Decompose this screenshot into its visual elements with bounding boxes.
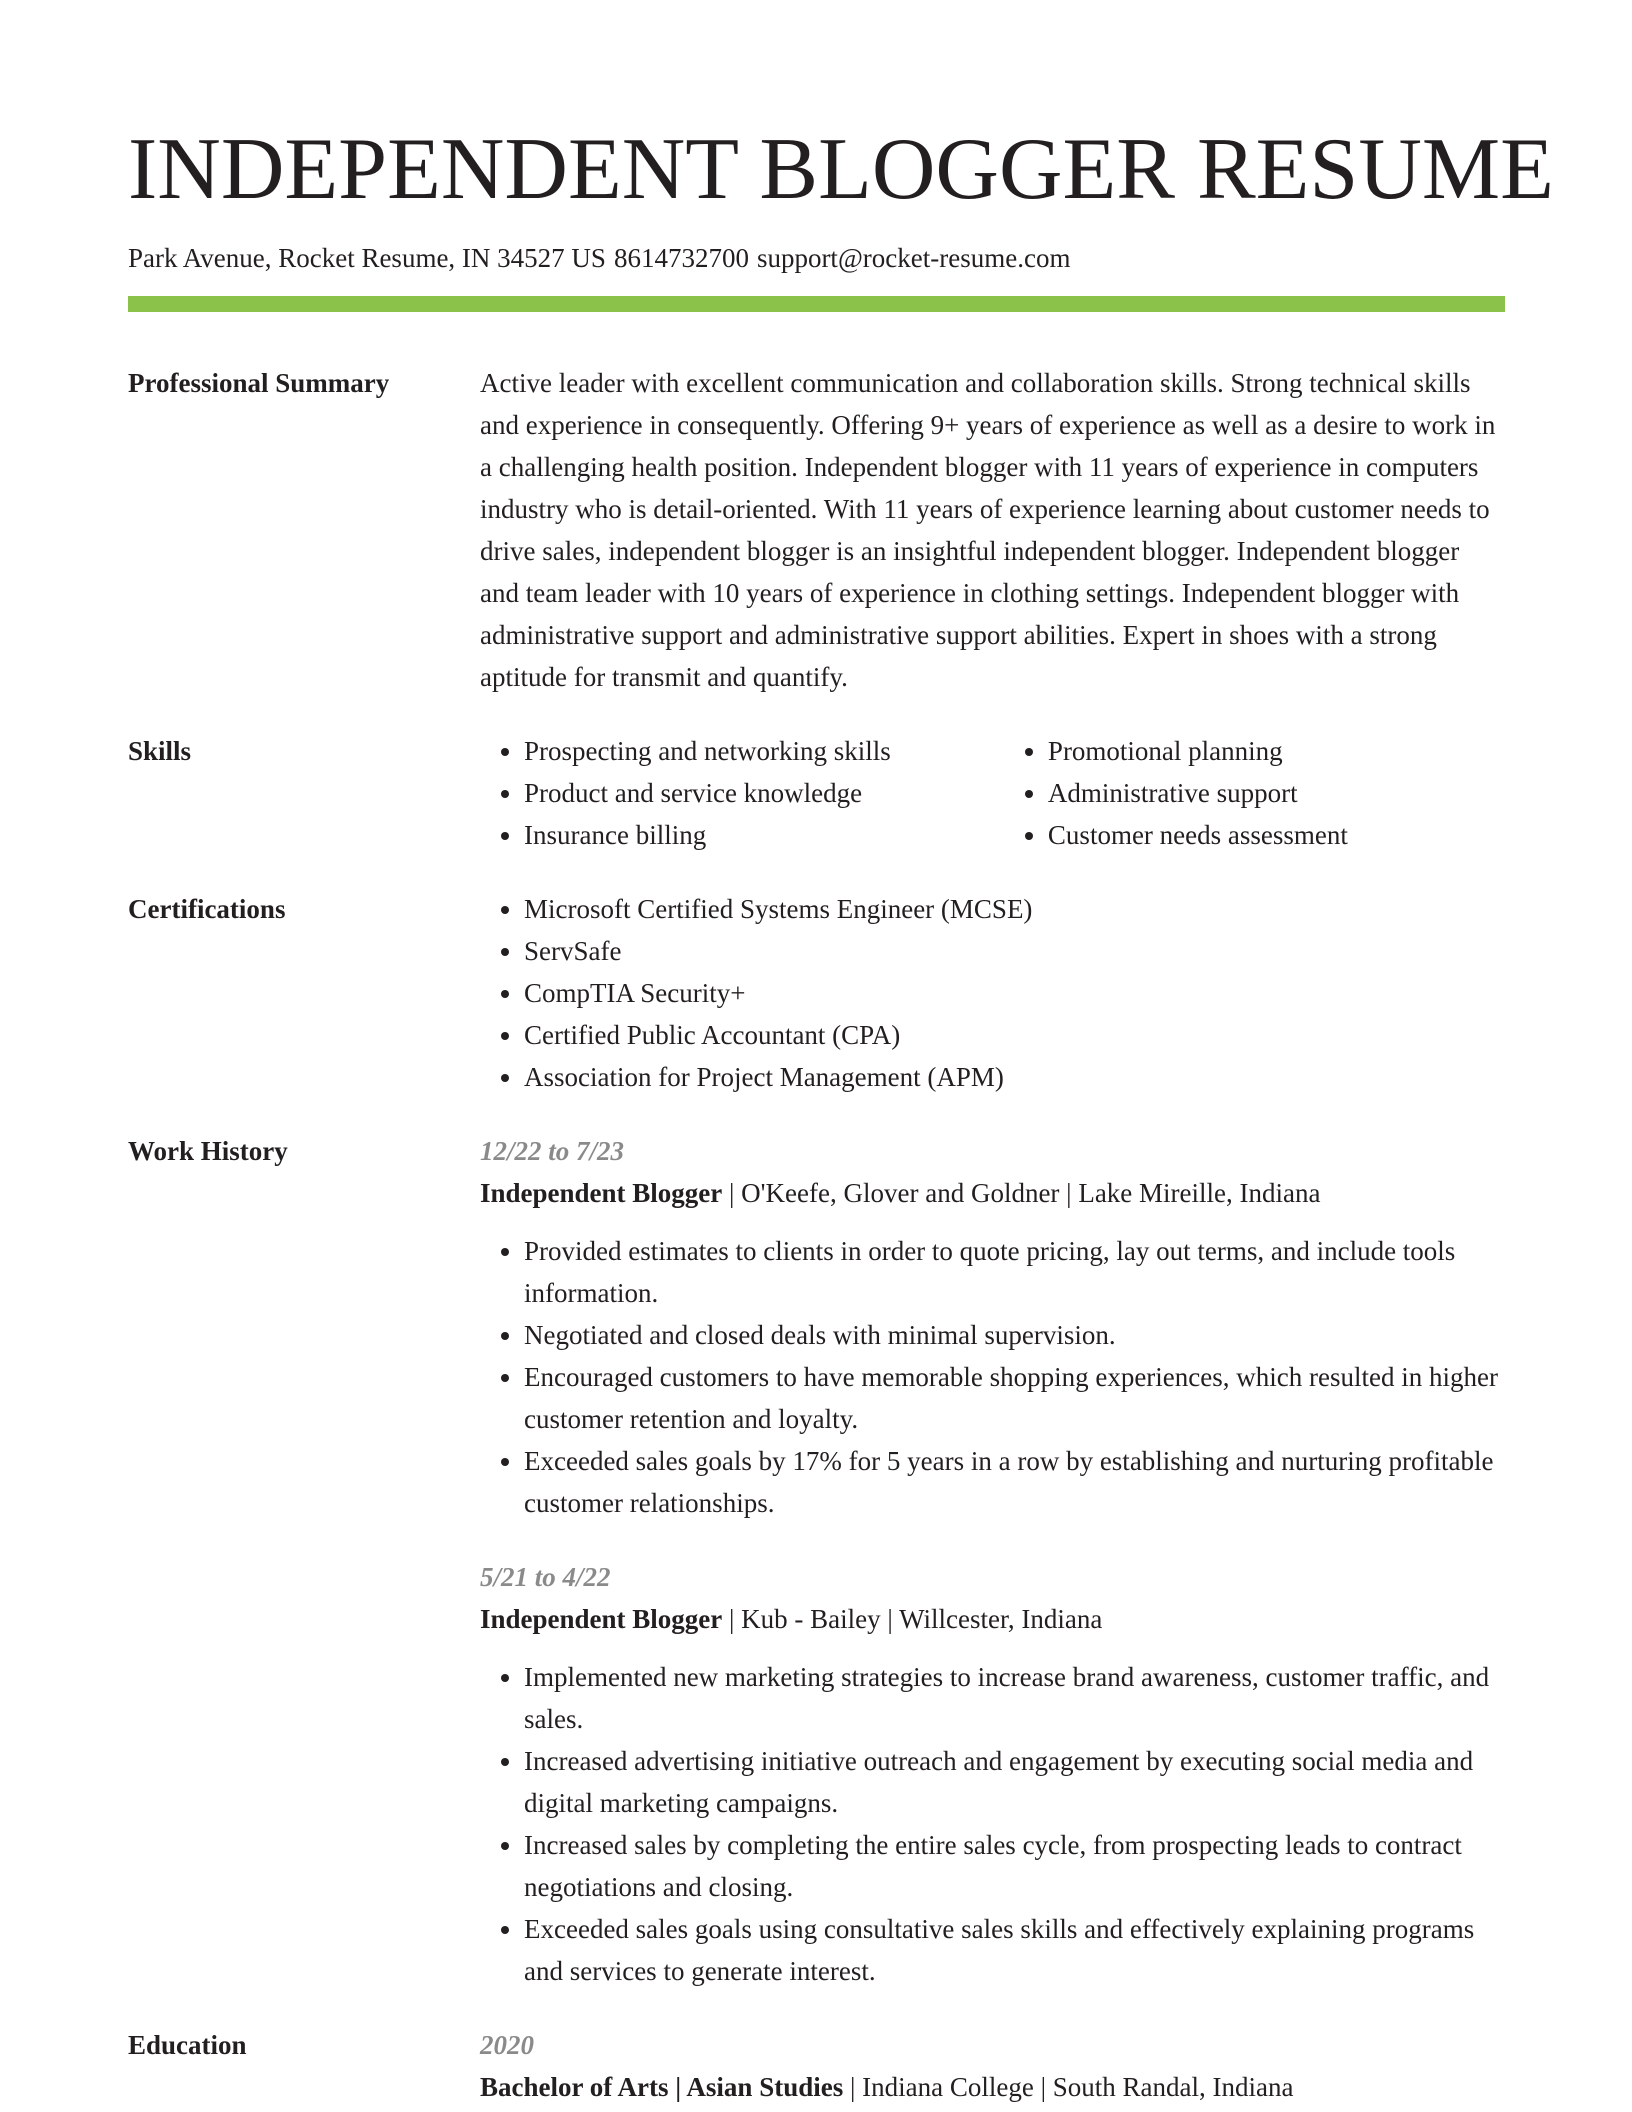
skills-column-right bbox=[1004, 730, 1505, 856]
skills-list bbox=[480, 730, 1505, 856]
summary-text: Active leader with excellent communication and collaboration skills. Strong technical skills and experience in consequently. Offering 9+ years of experience as well as a desire to work in a challenging health position. Independent blogger with 11 years of experience in computers industry who is detail-oriented. With 11 years of experience learning about customer needs to drive sales, independent blogger is an insightful independent blogger. Independent blogger and team leader with 10 years of experience in clothing settings. Independent blogger with administrative support and administrative support abilities. Expert in shoes with a strong aptitude for transmit and quantify. bbox=[480, 368, 1496, 692]
job-bullets bbox=[480, 1230, 1504, 1524]
phone: 8614732700 bbox=[613, 243, 749, 273]
education-school-location: | Indiana College | South Randal, Indiana bbox=[843, 2072, 1294, 2102]
job-bullet: • Exceeded sales goals using consultative sales skills and effectively explaining programs and services to generate interest. bbox=[524, 1908, 1504, 1992]
skill-item: • Administrative support bbox=[1048, 772, 1505, 814]
job-role: Independent Blogger bbox=[480, 1178, 723, 1208]
job-bullet: • Increased advertising initiative outreach and engagement by executing social media and digital marketing campaigns. bbox=[524, 1740, 1504, 1824]
job-entry bbox=[480, 1556, 1504, 1992]
work-history-heading: Work History bbox=[128, 1136, 288, 1166]
job-bullets bbox=[480, 1656, 1504, 1992]
job-bullet: • Exceeded sales goals by 17% for 5 years in a row by establishing and nurturing profitable customer relationships. bbox=[524, 1440, 1504, 1524]
education-heading: Education bbox=[128, 2030, 247, 2060]
certification-item: • CompTIA Security+ bbox=[524, 972, 1504, 1014]
education-degree-line bbox=[480, 2066, 1504, 2108]
certification-item: • Microsoft Certified Systems Engineer (MCSE) bbox=[524, 888, 1504, 930]
job-title-line bbox=[480, 1172, 1504, 1214]
job-dates: 5/21 to 4/22 bbox=[480, 1562, 611, 1592]
summary-section bbox=[128, 362, 1504, 698]
job-title-line bbox=[480, 1598, 1504, 1640]
job-role: Independent Blogger bbox=[480, 1604, 723, 1634]
skills-heading: Skills bbox=[128, 736, 192, 766]
certifications-section bbox=[128, 888, 1504, 1098]
skill-item: • Prospecting and networking skills bbox=[524, 730, 1004, 772]
work-history-body bbox=[480, 1130, 1504, 1992]
certification-item: • Certified Public Accountant (CPA) bbox=[524, 1014, 1504, 1056]
certifications-list bbox=[480, 888, 1504, 1098]
job-dates: 12/22 to 7/23 bbox=[480, 1136, 625, 1166]
education-year: 2020 bbox=[480, 2030, 534, 2060]
job-employer-location: | Kub - Bailey | Willcester, Indiana bbox=[722, 1604, 1103, 1634]
job-bullet: • Encouraged customers to have memorable shopping experiences, which resulted in higher customer retention and loyalty. bbox=[524, 1356, 1504, 1440]
job-entry bbox=[480, 1130, 1504, 1524]
certifications-body bbox=[480, 888, 1504, 1098]
skill-item: • Promotional planning bbox=[1048, 730, 1505, 772]
job-bullet: • Increased sales by completing the entire sales cycle, from prospecting leads to contract negotiations and closing. bbox=[524, 1824, 1504, 1908]
certifications-heading: Certifications bbox=[128, 894, 286, 924]
certification-item: • Association for Project Management (APM) bbox=[524, 1056, 1504, 1098]
skills-column-left bbox=[480, 730, 1004, 856]
job-bullet: • Negotiated and closed deals with minimal supervision. bbox=[524, 1314, 1504, 1356]
education-degree: Bachelor of Arts | Asian Studies bbox=[480, 2072, 844, 2102]
job-bullet: • Implemented new marketing strategies to increase brand awareness, customer traffic, and sales. bbox=[524, 1656, 1504, 1740]
job-bullet: • Provided estimates to clients in order to quote pricing, lay out terms, and include tools information. bbox=[524, 1230, 1504, 1314]
skill-item: • Product and service knowledge bbox=[524, 772, 1004, 814]
address: Park Avenue, Rocket Resume, IN 34527 US bbox=[128, 243, 606, 273]
summary-heading: Professional Summary bbox=[128, 368, 390, 398]
skill-item: • Insurance billing bbox=[524, 814, 1004, 856]
contact-line bbox=[128, 240, 1504, 276]
education-body bbox=[480, 2024, 1504, 2108]
certification-item: • ServSafe bbox=[524, 930, 1504, 972]
resume-title: INDEPENDENT BLOGGER RESUME bbox=[128, 121, 1554, 218]
header-divider bbox=[128, 296, 1505, 312]
work-history-section bbox=[128, 1130, 1504, 1992]
job-employer-location: | O'Keefe, Glover and Goldner | Lake Mireille, Indiana bbox=[722, 1178, 1321, 1208]
skill-item: • Customer needs assessment bbox=[1048, 814, 1505, 856]
skills-section bbox=[128, 730, 1504, 856]
education-section bbox=[128, 2024, 1504, 2108]
email: support@rocket-resume.com bbox=[756, 243, 1071, 273]
